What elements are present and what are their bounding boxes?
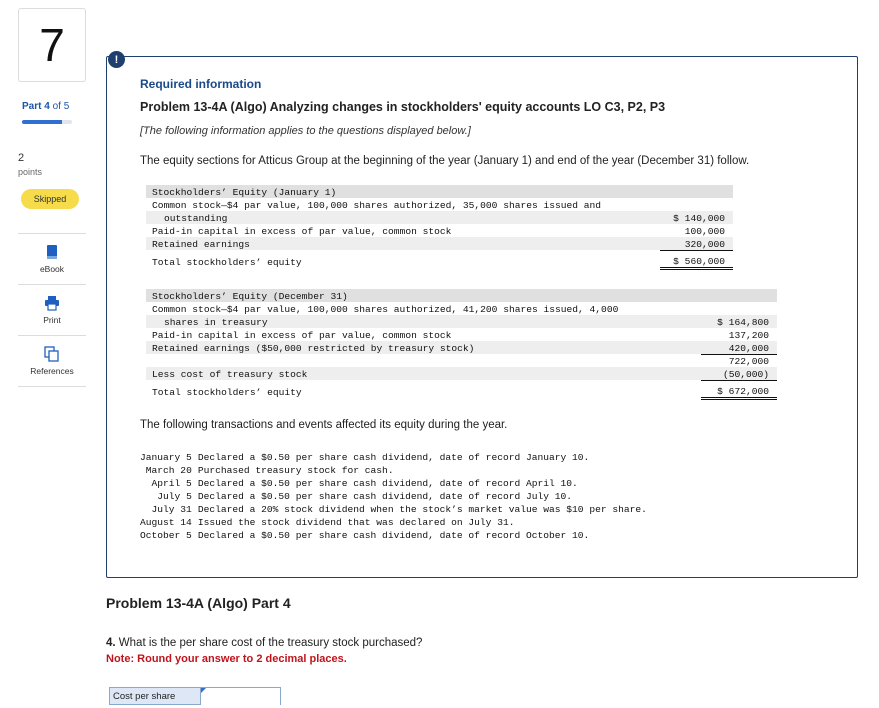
tx-date: April 5	[151, 478, 192, 489]
row-label: Total stockholders’ equity	[152, 257, 302, 268]
tx-date: October 5	[140, 530, 192, 541]
list-item	[140, 502, 647, 515]
table-row	[146, 354, 777, 367]
info-note: [The following information applies to the questions displayed below.]	[140, 125, 471, 137]
tx-text: Declared a $0.50 per share cash dividend, date of record July 10.	[197, 491, 573, 502]
print-label: Print	[43, 315, 61, 325]
table-row	[146, 289, 777, 302]
table-row	[146, 380, 777, 398]
row-amount: 100,000	[684, 226, 725, 237]
ebook-icon	[44, 244, 60, 260]
question-number-label: 4.	[106, 637, 116, 649]
tx-date: July 5	[157, 491, 192, 502]
row-amount: $ 672,000	[701, 380, 777, 398]
part-progress-fill	[22, 120, 62, 124]
tx-date: July 31	[151, 504, 192, 515]
row-amount	[660, 198, 733, 211]
tx-text: Declared a $0.50 per share cash dividend, date of record January 10.	[197, 452, 590, 463]
row-amount: $ 164,800	[701, 315, 777, 328]
status-badge: Skipped	[21, 189, 79, 209]
tx-text: Declared a $0.50 per share cash dividend, date of record October 10.	[197, 530, 590, 541]
transactions-list	[140, 450, 647, 541]
list-item	[140, 489, 647, 502]
row-label: Common stock—$4 par value, 100,000 shares authorized, 41,200 shares issued, 4,000	[152, 304, 619, 315]
table-row	[146, 237, 733, 250]
table-row	[146, 250, 733, 268]
row-label: Retained earnings ($50,000 restricted by treasury stock)	[146, 341, 701, 354]
row-amount	[701, 302, 777, 315]
row-label: Paid-in capital in excess of par value, common stock	[152, 330, 452, 341]
table-row	[146, 315, 777, 328]
equity-table-dec	[146, 289, 777, 400]
table-row	[146, 302, 777, 315]
print-button[interactable]	[18, 285, 86, 336]
table-row	[146, 328, 777, 341]
list-item	[140, 450, 647, 463]
references-label: References	[30, 366, 74, 376]
table-heading: Stockholders’ Equity (December 31)	[146, 289, 701, 302]
answer-row	[109, 687, 281, 705]
tx-date: August 14	[140, 517, 192, 528]
list-item	[140, 528, 647, 541]
points-value: 2	[18, 152, 25, 164]
list-item	[140, 463, 647, 476]
equity-table-jan	[146, 185, 733, 270]
ebook-button[interactable]	[18, 234, 86, 285]
references-button[interactable]	[18, 336, 86, 387]
row-label: Less cost of treasury stock	[146, 367, 701, 380]
row-amount: 420,000	[701, 341, 777, 354]
answer-cell	[201, 688, 280, 704]
rounding-note: Note: Round your answer to 2 decimal places.	[106, 653, 347, 665]
table-row	[146, 185, 733, 198]
question-number: 7	[39, 19, 65, 71]
problem-title: Problem 13-4A (Algo) Analyzing changes in stockholders' equity accounts LO C3, P2, P3	[140, 100, 666, 114]
question-text	[106, 637, 422, 649]
part-progress-bar	[22, 120, 72, 124]
row-label: Retained earnings	[146, 237, 660, 250]
question-number-box	[18, 8, 86, 82]
cost-per-share-input[interactable]	[201, 691, 280, 707]
required-info-heading: Required information	[140, 77, 262, 91]
table-row	[146, 367, 777, 380]
row-amount: 137,200	[728, 330, 769, 341]
question-body: What is the per share cost of the treasury stock purchased?	[118, 637, 423, 649]
tx-date: January 5	[140, 452, 192, 463]
points-label: points	[18, 167, 43, 177]
row-amount: 722,000	[728, 356, 769, 367]
list-item	[140, 476, 647, 489]
table-row	[146, 198, 733, 211]
row-label	[146, 354, 701, 367]
tx-text: Issued the stock dividend that was declared on July 31.	[197, 517, 515, 528]
transactions-intro: The following transactions and events affected its equity during the year.	[140, 419, 508, 431]
list-item	[140, 515, 647, 528]
part-label: Part 4	[22, 101, 50, 112]
row-amount: $ 140,000	[660, 211, 733, 224]
row-label: shares in treasury	[146, 315, 701, 328]
row-label: outstanding	[146, 211, 660, 224]
row-label: Paid-in capital in excess of par value, common stock	[152, 226, 452, 237]
table-heading: Stockholders’ Equity (January 1)	[146, 185, 660, 198]
table-row	[146, 224, 733, 237]
answer-label: Cost per share	[110, 688, 201, 704]
alert-icon: !	[108, 51, 125, 68]
part-indicator	[22, 101, 69, 112]
row-amount: (50,000)	[701, 367, 777, 380]
tx-date: March 20	[145, 465, 192, 476]
row-amount: $ 560,000	[660, 250, 733, 268]
row-label: Common stock—$4 par value, 100,000 shares authorized, 35,000 shares issued and	[152, 200, 602, 211]
part-title: Problem 13-4A (Algo) Part 4	[106, 595, 291, 611]
part-of-label: of 5	[52, 101, 70, 112]
print-icon	[44, 295, 60, 311]
table-row	[146, 341, 777, 354]
intro-text: The equity sections for Atticus Group at the beginning of the year (January 1) and end of the year (December 31) follow.	[140, 155, 750, 167]
ebook-label: eBook	[39, 264, 65, 274]
input-corner-marker	[201, 688, 206, 693]
row-amount: 320,000	[660, 237, 733, 250]
side-tools	[18, 233, 86, 387]
references-icon	[44, 346, 60, 362]
row-label: Total stockholders’ equity	[152, 387, 302, 398]
tx-text: Declared a $0.50 per share cash dividend, date of record April 10.	[197, 478, 578, 489]
table-row	[146, 211, 733, 224]
tx-text: Purchased treasury stock for cash.	[197, 465, 394, 476]
tx-text: Declared a 20% stock dividend when the stock’s market value was $10 per share.	[197, 504, 647, 515]
